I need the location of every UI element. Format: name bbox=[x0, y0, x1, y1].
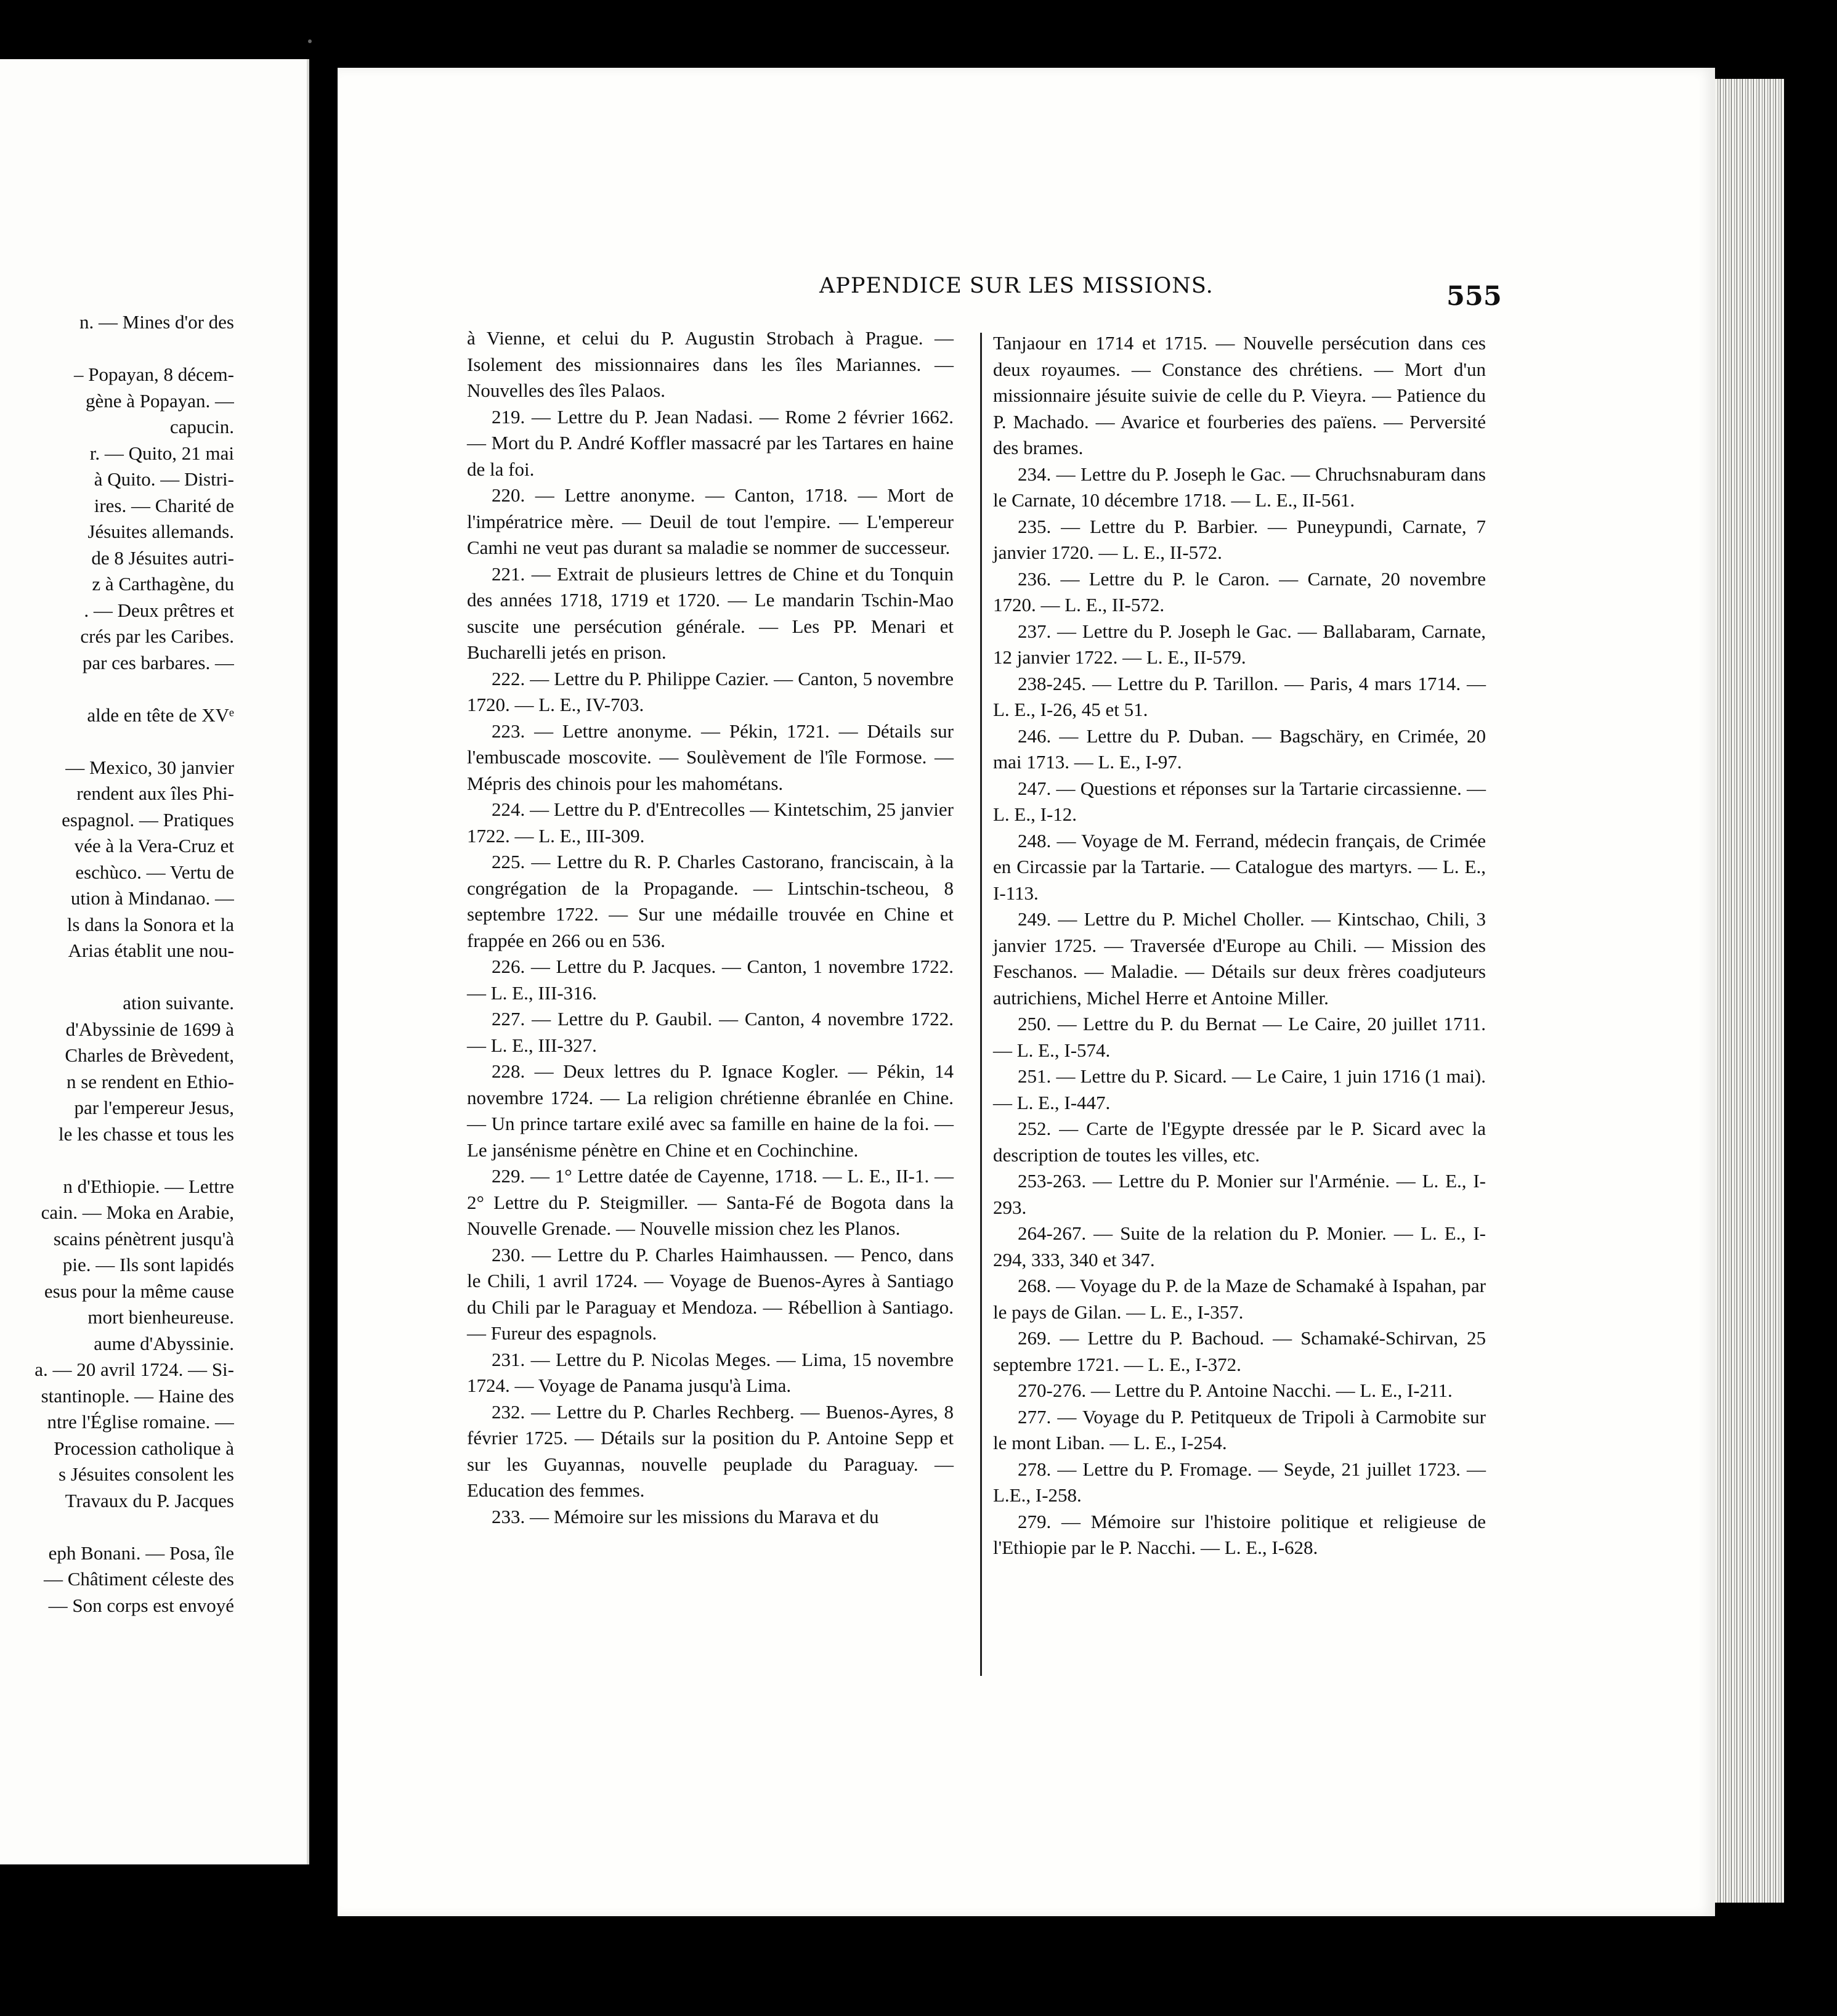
left-column-entry: 229. — 1° Lettre datée de Cayenne, 1718. — L. E., II-1. — 2° Lettre du P. Steigmiller. — Santa-Fé de Bogota dans la Nouvelle Grenade. — Nouvelle mission chez les Planos. bbox=[467, 1165, 954, 1239]
right-column-entry: 269. — Lettre du P. Bachoud. — Schamaké-Schirvan, 25 septembre 1721. — L. E., I-372. bbox=[993, 1327, 1486, 1375]
left-page-line: . — Deux prêtres et bbox=[84, 599, 234, 621]
right-column-entry: 236. — Lettre du P. le Caron. — Carnate, 20 novembre 1720. — L. E., II-572. bbox=[993, 567, 1486, 616]
left-column-entry: 232. — Lettre du P. Charles Rechberg. — Buenos-Ayres, 8 février 1725. — Détails sur la position du P. Antoine Sepp et sur les Guyannas, nouvelle peuplade du Paraguay. — Education des femmes. bbox=[467, 1400, 954, 1501]
left-page-line: ntre l'Église romaine. — bbox=[47, 1411, 234, 1433]
left-page-line: ution à Mindanao. — bbox=[70, 887, 234, 909]
left-column-entry: 222. — Lettre du P. Philippe Cazier. — Canton, 5 novembre 1720. — L. E., IV-703. bbox=[467, 667, 954, 715]
left-page-line: a. — 20 avril 1724. — Si- bbox=[34, 1359, 234, 1380]
left-page-line bbox=[0, 964, 234, 991]
left-page-line: eph Bonani. — Posa, île bbox=[48, 1542, 234, 1564]
right-column-entry: 252. — Carte de l'Egypte dressée par le P. Sicard avec la description de toutes les villes, etc. bbox=[993, 1118, 1486, 1166]
right-column-entry: 238-245. — Lettre du P. Tarillon. — Paris, 4 mars 1714. — L. E., I-26, 45 et 51. bbox=[993, 672, 1486, 720]
left-page-line: s Jésuites consolent les bbox=[59, 1463, 234, 1485]
left-column-entry: 231. — Lettre du P. Nicolas Meges. — Lima, 15 novembre 1724. — Voyage de Panama jusqu'à Lima. bbox=[467, 1348, 954, 1396]
right-column-entry: Tanjaour en 1714 et 1715. — Nouvelle persécution dans ces deux royaumes. — Constance des chrétiens. — Mort d'un missionnaire jésuite suivie de celle du P. Vieyra. — Patience du P. Machado. — Avarice et fourberies des païens. — Perversité des brames. bbox=[993, 332, 1486, 458]
column-divider bbox=[980, 333, 982, 1676]
left-page-line bbox=[0, 728, 234, 755]
left-page-line: n d'Ethiopie. — Lettre bbox=[63, 1175, 234, 1197]
left-page-line: par l'empereur Jesus, bbox=[74, 1097, 234, 1118]
left-page-line: crés par les Caribes. bbox=[80, 625, 234, 647]
left-page-line: capucin. bbox=[169, 416, 234, 437]
left-column-entry: 220. — Lettre anonyme. — Canton, 1718. — Mort de l'impératrice mère. — Deuil de tout l'empire. — L'empereur Camhi ne veut pas durant sa maladie se nommer de successeur. bbox=[467, 484, 954, 558]
left-page-line: Arias établit une nou- bbox=[68, 940, 234, 961]
left-page-line: mort bienheureuse. bbox=[87, 1306, 234, 1328]
left-page-line: scains pénètrent jusqu'à bbox=[53, 1227, 234, 1250]
left-page-line bbox=[0, 1514, 234, 1540]
right-column-entry: 279. — Mémoire sur l'histoire politique et religieuse de l'Ethiopie par le P. Nacchi. — L. E., I-628. bbox=[993, 1510, 1486, 1558]
left-page-line: vée à la Vera-Cruz et bbox=[74, 835, 234, 856]
right-column-entry: 234. — Lettre du P. Joseph le Gac. — Chruchsnaburam dans le Carnate, 10 décembre 1718. — L. E., II-561. bbox=[993, 463, 1486, 511]
left-page-line: à Quito. — Distri- bbox=[94, 468, 234, 490]
scan-speck bbox=[308, 39, 312, 43]
left-column-entry: 227. — Lettre du P. Gaubil. — Canton, 4 novembre 1722. — L. E., III-327. bbox=[467, 1008, 954, 1056]
left-page-line: — Mexico, 30 janvier bbox=[65, 756, 234, 778]
right-column-entry: 249. — Lettre du P. Michel Choller. — Kintschao, Chili, 3 janvier 1725. — Traversée d'Europe au Chili. — Mission des Feschanos. — Maladie. — Détails sur deux frères coadjuteurs autrichiens, Michel Herre et Antoine Miller. bbox=[993, 908, 1486, 1009]
right-column-entry: 268. — Voyage du P. de la Maze de Schamaké à Ispahan, par le pays de Gilan. — L. E., I-357. bbox=[993, 1275, 1486, 1323]
right-column bbox=[993, 330, 1486, 1561]
right-column-entry: 264-267. — Suite de la relation du P. Monier. — L. E., I-294, 333, 340 et 347. bbox=[993, 1222, 1486, 1270]
left-page-line: r. — Quito, 21 mai bbox=[89, 442, 234, 464]
left-page-line: d'Abyssinie de 1699 à bbox=[65, 1018, 234, 1040]
page-number: 555 bbox=[1446, 281, 1502, 312]
left-page-line: ls dans la Sonora et la bbox=[67, 913, 234, 935]
left-column-entry: 230. — Lettre du P. Charles Haimhaussen. — Penco, dans le Chili, 1 avril 1724. — Voyage de Buenos-Ayres à Santiago du Chili par le Paraguay et Mendoza. — Rébellion à Santiago. — Fureur des espagnols. bbox=[467, 1243, 954, 1344]
right-column-entry: 278. — Lettre du P. Fromage. — Seyde, 21 juillet 1723. — L.E., I-258. bbox=[993, 1458, 1486, 1506]
left-page-line: espagnol. — Pratiques bbox=[62, 808, 234, 831]
left-column-entry: 233. — Mémoire sur les missions du Marava et du bbox=[492, 1505, 879, 1527]
left-page-line: n. — Mines d'or des bbox=[79, 311, 234, 333]
left-column-entry: 223. — Lettre anonyme. — Pékin, 1721. — Détails sur l'embuscade moscovite. — Soulèvement de l'île Formose. — Mépris des chinois pour les mahométans. bbox=[467, 720, 954, 794]
left-page-line: ires. — Charité de bbox=[94, 494, 234, 516]
left-column-entry: à Vienne, et celui du P. Augustin Strobach à Prague. — Isolement des missionnaires dans les îles Mariannes. — Nouvelles des îles Palaos. bbox=[467, 327, 954, 401]
left-page-line: par ces barbares. — bbox=[82, 651, 234, 673]
left-page-line: pie. — Ils sont lapidés bbox=[62, 1254, 234, 1275]
page-edges bbox=[1715, 79, 1784, 1903]
left-page-line: ation suivante. bbox=[123, 992, 234, 1014]
left-column-entry: 225. — Lettre du R. P. Charles Castorano, franciscain, à la congrégation de la Propagande. — Lintschin-tscheou, 8 septembre 1722. — Sur une médaille trouvée en Chine et frappée en 266 ou en 536. bbox=[467, 851, 954, 951]
left-column bbox=[467, 325, 954, 1530]
left-page bbox=[0, 59, 309, 1864]
right-column-entry: 246. — Lettre du P. Duban. — Bagschäry, en Crimée, 20 mai 1713. — L. E., I-97. bbox=[993, 725, 1486, 773]
left-column-entry: 224. — Lettre du P. d'Entrecolles — Kintetschim, 25 janvier 1722. — L. E., III-309. bbox=[467, 799, 954, 847]
right-column-entry: 247. — Questions et réponses sur la Tartarie circassienne. — L. E., I-12. bbox=[993, 777, 1486, 825]
left-page-line: stantinople. — Haine des bbox=[41, 1384, 234, 1407]
right-column-entry: 251. — Lettre du P. Sicard. — Le Caire, 1 juin 1716 (1 mai). — L. E., I-447. bbox=[993, 1065, 1486, 1113]
left-page-line: Procession catholique à bbox=[54, 1437, 234, 1459]
right-column-entry: 277. — Voyage du P. Petitqueux de Tripoli à Carmobite sur le mont Liban. — L. E., I-254. bbox=[993, 1405, 1486, 1453]
left-page-line: — Châtiment céleste des bbox=[43, 1568, 234, 1590]
running-title: APPENDICE SUR LES MISSIONS. bbox=[819, 274, 1214, 298]
right-column-entry: 235. — Lettre du P. Barbier. — Puneypundi, Carnate, 7 janvier 1720. — L. E., II-572. bbox=[993, 515, 1486, 563]
left-page-line: alde en tête de XVᵉ bbox=[87, 704, 234, 726]
left-page-line: esus pour la même cause bbox=[44, 1280, 234, 1302]
left-page-line: Travaux du P. Jacques bbox=[65, 1489, 234, 1511]
left-page-line: cain. — Moka en Arabie, bbox=[41, 1201, 234, 1223]
left-page-line bbox=[0, 676, 234, 702]
right-column-entry: 237. — Lettre du P. Joseph le Gac. — Ballabaram, Carnate, 12 janvier 1722. — L. E., II-579. bbox=[993, 620, 1486, 668]
left-page-line: eschùco. — Vertu de bbox=[75, 861, 234, 883]
left-page-line: rendent aux îles Phi- bbox=[76, 782, 234, 804]
right-column-entry: 250. — Lettre du P. du Bernat — Le Caire, 20 juillet 1711. — L. E., I-574. bbox=[993, 1013, 1486, 1061]
left-page-line: Jésuites allemands. bbox=[87, 521, 234, 542]
left-page-line: Charles de Brèvedent, bbox=[65, 1044, 234, 1066]
left-column-entry: 221. — Extrait de plusieurs lettres de Chine et du Tonquin des années 1718, 1719 et 1720. — Le mandarin Tschin-Mao suscite une persécution générale. — Les PP. Menari et Bucharelli jetés en prison. bbox=[467, 563, 954, 663]
left-page-line: — Son corps est envoyé bbox=[48, 1594, 234, 1616]
right-column-entry: 248. — Voyage de M. Ferrand, médecin français, de Crimée en Circassie par la Tartarie. — Catalogue des martyrs. — L. E., I-113. bbox=[993, 829, 1486, 904]
left-page-line: – Popayan, 8 décem- bbox=[74, 364, 234, 385]
left-page-text bbox=[0, 309, 234, 1619]
right-column-entry: 270-276. — Lettre du P. Antoine Nacchi. — L. E., I-211. bbox=[1018, 1380, 1453, 1401]
left-column-entry: 219. — Lettre du P. Jean Nadasi. — Rome 2 février 1662. — Mort du P. André Koffler massacré par les Tartares en haine de la foi. bbox=[467, 405, 954, 480]
left-column-entry: 228. — Deux lettres du P. Ignace Kogler. — Pékin, 14 novembre 1724. — La religion chrétienne ébranlée en Chine. — Un prince tartare exilé avec sa famille en haine de la foi. — Le jansénisme pénètre en Chine et en Cochinchine. bbox=[467, 1060, 954, 1161]
left-page-line bbox=[0, 1147, 234, 1174]
left-page-line: aume d'Abyssinie. bbox=[94, 1332, 234, 1354]
left-page-line: le les chasse et tous les bbox=[59, 1123, 234, 1145]
right-column-entry: 253-263. — Lettre du P. Monier sur l'Arménie. — L. E., I-293. bbox=[993, 1170, 1486, 1218]
left-page-line bbox=[0, 336, 234, 362]
left-column-entry: 226. — Lettre du P. Jacques. — Canton, 1 novembre 1722. — L. E., III-316. bbox=[467, 956, 954, 1004]
left-page-line: z à Carthagène, du bbox=[92, 573, 234, 595]
left-page-line: n se rendent en Ethio- bbox=[66, 1070, 234, 1092]
left-page-line: gène à Popayan. — bbox=[85, 389, 234, 412]
left-page-line: de 8 Jésuites autri- bbox=[91, 547, 234, 569]
